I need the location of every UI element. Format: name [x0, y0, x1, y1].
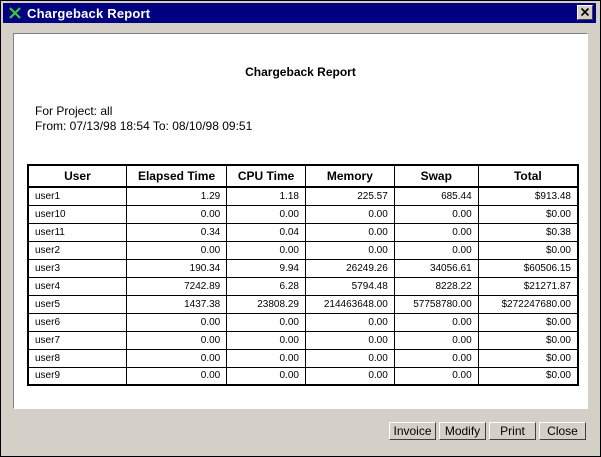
chargeback-table: [27, 164, 579, 386]
close-button[interactable]: Close: [539, 422, 586, 440]
cell-total: $0.38: [478, 223, 578, 241]
cell-total: $0.00: [478, 313, 578, 331]
table-row: [28, 259, 578, 277]
cell-total: $21271.87: [478, 277, 578, 295]
cell-cpu-time: 0.00: [227, 331, 306, 349]
cell-elapsed-time: 190.34: [126, 259, 226, 277]
cell-cpu-time: 0.00: [227, 313, 306, 331]
project-line: For Project: all: [35, 104, 113, 118]
cell-total: $0.00: [478, 331, 578, 349]
cell-cpu-time: 23808.29: [227, 295, 306, 313]
report-title: Chargeback Report: [245, 65, 356, 79]
table-row: [28, 241, 578, 259]
cell-elapsed-time: 0.00: [126, 349, 226, 367]
cell-elapsed-time: 0.34: [126, 223, 226, 241]
print-button[interactable]: Print: [489, 422, 536, 440]
cell-memory: 0.00: [305, 241, 394, 259]
cell-user: user4: [28, 277, 126, 295]
cell-cpu-time: 6.28: [227, 277, 306, 295]
table-row: [28, 331, 578, 349]
cell-cpu-time: 1.18: [227, 187, 306, 205]
cell-swap: 0.00: [394, 313, 478, 331]
cell-swap: 685.44: [394, 187, 478, 205]
cell-memory: 0.00: [305, 367, 394, 385]
cell-user: user2: [28, 241, 126, 259]
cell-swap: 34056.61: [394, 259, 478, 277]
cell-elapsed-time: 0.00: [126, 241, 226, 259]
cell-user: user6: [28, 313, 126, 331]
cell-memory: 225.57: [305, 187, 394, 205]
cell-memory: 0.00: [305, 313, 394, 331]
cell-cpu-time: 9.94: [227, 259, 306, 277]
cell-total: $0.00: [478, 367, 578, 385]
table-row: [28, 313, 578, 331]
table-row: [28, 349, 578, 367]
report-info: [35, 104, 252, 134]
cell-cpu-time: 0.00: [227, 205, 306, 223]
cell-swap: 0.00: [394, 367, 478, 385]
cell-elapsed-time: 0.00: [126, 331, 226, 349]
cell-elapsed-time: 0.00: [126, 313, 226, 331]
cell-total: $60506.15: [478, 259, 578, 277]
date-range-line: From: 07/13/98 18:54 To: 08/10/98 09:51: [35, 119, 253, 133]
cell-user: user1: [28, 187, 126, 205]
cell-user: user8: [28, 349, 126, 367]
table-row: [28, 223, 578, 241]
cell-total: $272247680.00: [478, 295, 578, 313]
cell-elapsed-time: 1437.38: [126, 295, 226, 313]
cell-cpu-time: 0.00: [227, 349, 306, 367]
cell-user: user3: [28, 259, 126, 277]
cell-cpu-time: 0.00: [227, 241, 306, 259]
cell-user: user5: [28, 295, 126, 313]
table-row: [28, 205, 578, 223]
button-row: [389, 422, 586, 440]
title-bar[interactable]: [3, 3, 596, 23]
cell-user: user10: [28, 205, 126, 223]
cell-total: $0.00: [478, 205, 578, 223]
column-header-cpu-time: CPU Time: [227, 165, 306, 187]
x-logo-icon: [7, 5, 23, 21]
table-row: [28, 277, 578, 295]
cell-memory: 5794.48: [305, 277, 394, 295]
column-header-swap: Swap: [394, 165, 478, 187]
cell-elapsed-time: 7242.89: [126, 277, 226, 295]
cell-elapsed-time: 0.00: [126, 367, 226, 385]
window-close-button[interactable]: [577, 5, 593, 20]
table-header-row: [28, 165, 578, 187]
cell-swap: 57758780.00: [394, 295, 478, 313]
cell-memory: 0.00: [305, 331, 394, 349]
column-header-total: Total: [478, 165, 578, 187]
cell-user: user9: [28, 367, 126, 385]
modify-button[interactable]: Modify: [439, 422, 486, 440]
cell-swap: 8228.22: [394, 277, 478, 295]
cell-memory: 0.00: [305, 349, 394, 367]
cell-user: user11: [28, 223, 126, 241]
column-header-memory: Memory: [305, 165, 394, 187]
table-row: [28, 187, 578, 205]
column-header-user: User: [28, 165, 126, 187]
cell-cpu-time: 0.04: [227, 223, 306, 241]
cell-memory: 26249.26: [305, 259, 394, 277]
invoice-button[interactable]: Invoice: [389, 422, 436, 440]
cell-total: $0.00: [478, 241, 578, 259]
cell-elapsed-time: 1.29: [126, 187, 226, 205]
cell-total: $0.00: [478, 349, 578, 367]
cell-memory: 0.00: [305, 223, 394, 241]
cell-swap: 0.00: [394, 205, 478, 223]
report-panel: [13, 33, 588, 409]
cell-swap: 0.00: [394, 223, 478, 241]
cell-swap: 0.00: [394, 241, 478, 259]
table-row: [28, 367, 578, 385]
close-icon: [580, 4, 590, 22]
cell-swap: 0.00: [394, 349, 478, 367]
window-title: Chargeback Report: [27, 5, 151, 21]
cell-memory: 214463648.00: [305, 295, 394, 313]
column-header-elapsed-time: Elapsed Time: [126, 165, 226, 187]
table-row: [28, 295, 578, 313]
cell-cpu-time: 0.00: [227, 367, 306, 385]
cell-swap: 0.00: [394, 331, 478, 349]
cell-user: user7: [28, 331, 126, 349]
cell-total: $913.48: [478, 187, 578, 205]
cell-elapsed-time: 0.00: [126, 205, 226, 223]
cell-memory: 0.00: [305, 205, 394, 223]
